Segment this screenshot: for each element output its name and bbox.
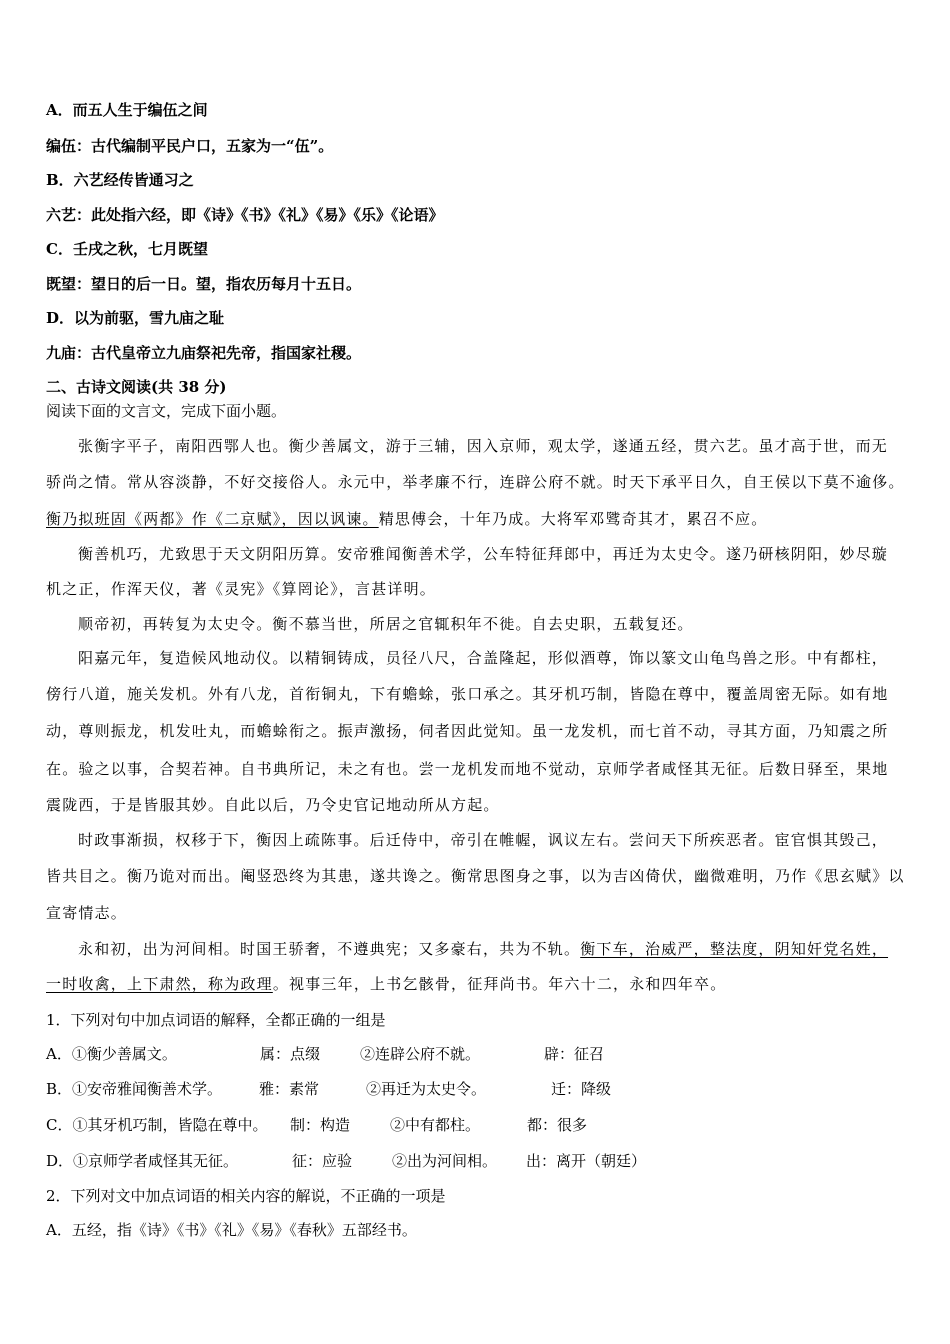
- option-c: C．壬戌之秋，七月既望: [46, 240, 208, 258]
- option-a: A．而五人生于编伍之间: [46, 101, 208, 119]
- passage-text: 精思傅会，十年乃成。大将军邓骘奇其才，累召不应。: [378, 510, 768, 528]
- document-page: A．而五人生于编伍之间 编伍：古代编制平民户口，五家为一“伍”。 B．六艺经传皆通习之 六艺：此处指六经，即《诗》《书》《礼》《易》《乐》《论语》 C．壬戌之秋，七月既望 既望：望日的后一日。望，指农历每月十五日。 D．以为前驱，雪九庙之耻 九庙：古代皇帝立九庙祭祀先帝，指国家社稷。 二、古诗文阅读(共 38 分) 阅读下面的文言文，完成下面小题。 张衡字平子，南阳西鄂人也。衡少善属文，游于三辅，因入京师，观太学，遂通五经，贯六艺。虽才高于世，而无 骄尚之情。常从容淡静，不好交接俗人。永元中，举孝廉不行，连辟公府不就。时天下承平日久，自王侯以下莫不逾侈。 衡乃拟班固《两都》作《二京赋》，因以讽谏。精思傅会，十年乃成。大将军邓骘奇其才，累召不应。 衡善机巧，尤致思于天文阴阳历算。安帝雅闻衡善术学，公车特征拜郎中，再迁为太史令。遂乃研核阴阳，妙尽璇 机之正，作浑天仪，著《灵宪》《算罔论》，言甚详明。 顺帝初，再转复为太史令。衡不慕当世，所居之官辄积年不徙。自去史职，五载复还。 阳嘉元年，复造候风地动仪。以精铜铸成，员径八尺，合盖隆起，形似酒尊，饰以篆文山龟鸟兽之形。中有都柱， 傍行八道，施关发机。外有八龙，首衔铜丸，下有蟾蜍，张口承之。其牙机巧制，皆隐在尊中，覆盖周密无际。如有地 动，尊则振龙，机发吐丸，而蟾蜍衔之。振声激扬，伺者因此觉知。虽一龙发机，而七首不动，寻其方面，乃知震之所 在。验之以事，合契若神。自书典所记，未之有也。尝一龙机发而地不觉动，京师学者咸怪其无征。后数日驿至，果地 震陇西，于是皆服其妙。自此以后，乃令史官记地动所从方起。 时政事渐损，权移于下，衡因上疏陈事。后迁侍中，帝引在帷幄，讽议左右。尝问天下所疾恶者。宦官惧其毁己， 皆共目之。衡乃诡对而出。阉竖恐终为其患，遂共谗之。衡常思图身之事，以为吉凶倚伏，幽微难明，乃作《思玄赋》以 宣寄情志。 永和初，出为河间相。时国王骄奢，不遵典宪；又多豪右，共为不轨。衡下车，治威严，整法度，阴知奸党名姓， 一时收禽，上下肃然，称为政理。视事三年，上书乞骸骨，征拜尚书。年六十二，永和四年卒。 1．下列对句中加点词语的解释，全都正确的一组是 A．①衡少善属文。 属：点缀 ②连辟公府不就。 辟：征召 B．①安帝雅闻衡善术学。 雅：素常 ②再迁为太史令。 迁：降级 C．①其牙机巧制，皆隐在尊中。 制：构造 ②中有都柱。 都：很多 D．①京师学者咸怪其无征。 征：应验 ②出为河间相。 出：离开（朝廷） 2．下列对文中加点词语的相关内容的解说，不正确的一项是 A．五经，指《诗》《书》《礼》《易》《春秋》五部经书。: [0, 0, 950, 1344]
- passage-line: 机之正，作浑天仪，著《灵宪》《算罔论》，言甚详明。: [46, 580, 437, 598]
- option-b-note: 六艺：此处指六经，即《诗》《书》《礼》《易》《乐》《论语》: [46, 206, 444, 224]
- option-a-note: 编伍：古代编制平民户口，五家为一“伍”。: [46, 137, 334, 155]
- underlined-sentence: 衡下车，治威严，整法度，阴知奸党名姓，: [580, 940, 889, 958]
- option-c-note: 既望：望日的后一日。望，指农历每月十五日。: [46, 275, 362, 293]
- passage-line: 在。验之以事，合契若神。自书典所记，未之有也。尝一龙机发而地不觉动，京师学者咸怪其无征。后数日驿至，果地: [46, 760, 889, 778]
- passage-line: [46, 974, 726, 994]
- underlined-sentence: 一时收禽，上下肃然，称为政理: [46, 975, 273, 993]
- passage-line: 骄尚之情。常从容淡静，不好交接俗人。永元中，举孝廉不行，连辟公府不就。时天下承平日久，自王侯以下莫不逾侈。: [46, 473, 905, 491]
- passage-line: 顺帝初，再转复为太史令。衡不慕当世，所居之官辄积年不徙。自去史职，五载复还。: [78, 615, 694, 633]
- passage-text: 永和初，出为河间相。时国王骄奢，不遵典宪；又多豪右，共为不轨。: [78, 940, 581, 958]
- passage-line: 时政事渐损，权移于下，衡因上疏陈事。后迁侍中，帝引在帷幄，讽议左右。尝问天下所疾恶者。宦官惧其毁己，: [78, 831, 889, 849]
- passage-line: 阳嘉元年，复造候风地动仪。以精铜铸成，员径八尺，合盖隆起，形似酒尊，饰以篆文山龟鸟兽之形。中有都柱，: [78, 649, 889, 667]
- passage-line: 宣寄情志。: [46, 904, 128, 922]
- passage-text: 。视事三年，上书乞骸骨，征拜尚书。年六十二，永和四年卒。: [272, 975, 727, 993]
- section-heading: 二、古诗文阅读(共 38 分): [46, 378, 227, 396]
- question-2-stem: 2．下列对文中加点词语的相关内容的解说，不正确的一项是: [46, 1187, 446, 1205]
- option-b: B．六艺经传皆通习之: [46, 171, 194, 189]
- question-2-option-a: A．五经，指《诗》《书》《礼》《易》《春秋》五部经书。: [46, 1221, 417, 1239]
- passage-line: 皆共目之。衡乃诡对而出。阉竖恐终为其患，遂共谗之。衡常思图身之事，以为吉凶倚伏，幽微难明，乃作《思玄赋》以: [46, 867, 905, 885]
- passage-line: [78, 939, 888, 959]
- option-d: D．以为前驱，雪九庙之耻: [46, 309, 225, 327]
- passage-line: 震陇西，于是皆服其妙。自此以后，乃令史官记地动所从方起。: [46, 796, 500, 814]
- question-1-stem: 1．下列对句中加点词语的解释，全都正确的一组是: [46, 1011, 386, 1029]
- underlined-sentence: 衡乃拟班固《两都》作《二京赋》，因以讽谏。: [46, 510, 379, 528]
- option-d-note: 九庙：古代皇帝立九庙祭祀先帝，指国家社稷。: [46, 344, 362, 362]
- passage-line: 衡善机巧，尤致思于天文阴阳历算。安帝雅闻衡善术学，公车特征拜郎中，再迁为太史令。遂乃研核阴阳，妙尽璇: [78, 545, 889, 563]
- passage-line: [46, 509, 768, 529]
- passage-line: 傍行八道，施关发机。外有八龙，首衔铜丸，下有蟾蜍，张口承之。其牙机巧制，皆隐在尊中，覆盖周密无际。如有地: [46, 685, 889, 703]
- passage-line: 动，尊则振龙，机发吐丸，而蟾蜍衔之。振声激扬，伺者因此觉知。虽一龙发机，而七首不动，寻其方面，乃知震之所: [46, 722, 889, 740]
- section-instruction: 阅读下面的文言文，完成下面小题。: [46, 402, 287, 420]
- passage-line: 张衡字平子，南阳西鄂人也。衡少善属文，游于三辅，因入京师，观太学，遂通五经，贯六艺。虽才高于世，而无: [78, 437, 889, 455]
